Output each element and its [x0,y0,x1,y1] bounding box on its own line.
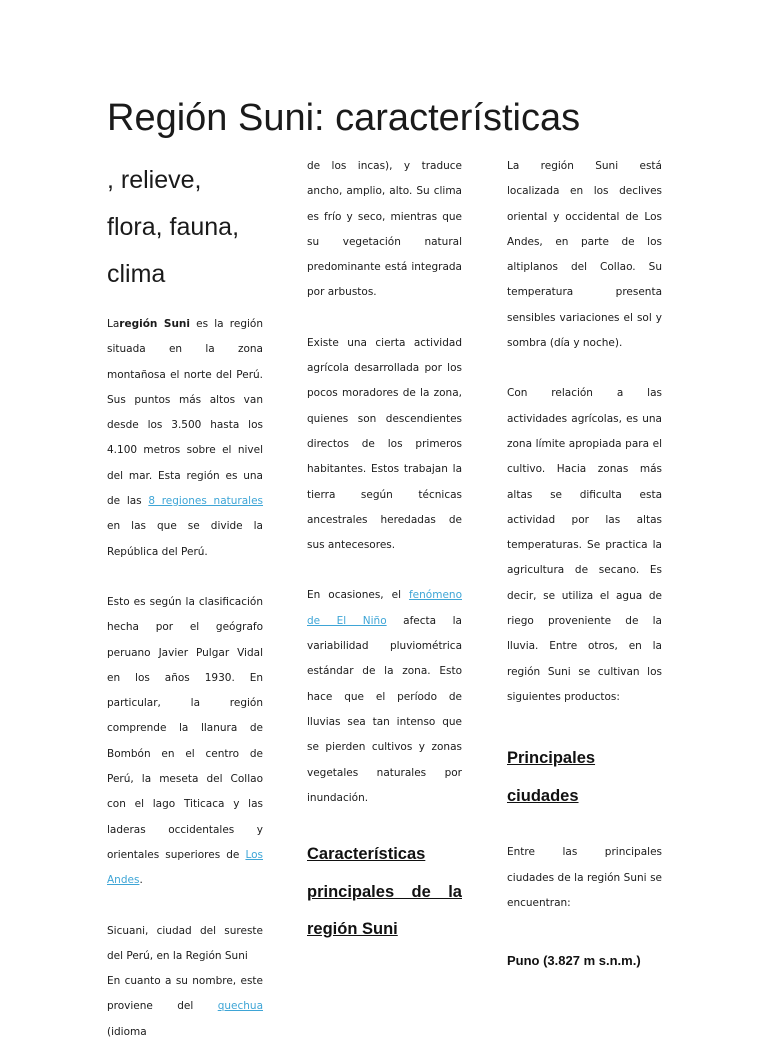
climate-paragraph: de los incas), y traduce ancho, amplio, alto. Su clima es frío y seco, mientras que su vegetación natural predominante está integrada por arbustos. [307,160,462,299]
classification-pre: Esto es según la clasificación hecha por el geógrafo peruano Javier Pulgar Vidal en los años 1930. En particular, la región comprende la llanura de Bombón en el centro de Perú, la meseta del Collao con el lago Titicaca y las laderas occidentales y orientales superiores de [107,595,263,861]
location-paragraph: La región Suni está localizada en los declives oriental y occidental de Los Andes, en parte de los altiplanos del Collao. Su temperatura presenta sensibles variaciones el sol y sombra (día y noche). [507,160,662,350]
column-2 [307,154,462,949]
fenomeno-nino-link[interactable]: fenómeno de El Niño [307,589,462,627]
cities-paragraph: Entre las principales ciudades de la región Suni se encuentran: [507,846,662,909]
classification-paragraph [107,590,263,894]
nino-post: afecta la variabilidad pluviométrica estándar de la zona. Esto hace que el período de lluvias sea tan intenso que se pierden cultivos y zonas vegetales naturales por inundación. [307,614,462,804]
los-andes-link[interactable]: Los Andes [107,848,263,887]
name-origin-paragraph [107,969,263,1045]
intro-paragraph [107,312,263,565]
classification-post: . [139,874,143,887]
crops-paragraph: Con relación a las actividades agrícolas, es una zona límite apropiada para el cultivo. Hacia zonas más altas se dificulta esta actividad por las altas temperaturas. Se practica la agricultura de secano. Es decir, se utiliza el agua de riego proveniente de la lluvia. Entre otros, en la región Suni se cultivan los siguientes productos: [507,387,662,703]
intro-bold-term: región Suni [119,318,190,330]
nino-paragraph [307,583,462,811]
puno-heading: Puno (3.827 m s.n.m.) [507,953,641,969]
image-caption: Sicuani, ciudad del sureste del Perú, en la Región Suni [107,924,263,962]
intro-pre: La [107,318,120,330]
regiones-naturales-link[interactable]: 8 regiones naturales [148,495,264,508]
nino-pre: En ocasiones, el [307,589,409,602]
page-title: Región Suni: características [107,97,581,139]
column-1 [107,154,263,1045]
name-origin-pre: En cuanto a su nombre, este proviene del [107,975,263,1013]
intro-post: en las que se divide la República del Perú. [107,520,263,558]
page-subtitle: , relieve, flora, fauna, clima [107,166,240,288]
quechua-link[interactable]: quechua [217,1000,263,1013]
characteristics-heading: Características principales de la región Suni [307,845,462,939]
column-3 [507,154,662,971]
name-origin-post: (idioma [107,1025,147,1038]
intro-mid: es la región situada en la zona montañosa el norte del Perú. Sus puntos más altos van desde los 3.500 hasta los 4.100 metros sobre el nivel del mar. Esta región es una de las [107,318,263,508]
agriculture-paragraph: Existe una cierta actividad agrícola desarrollada por los pocos moradores de la zona, quienes son descendientes directos de los primeros habitantes. Estos trabajan la tierra según técnicas ancestrales heredadas de sus antecesores. [307,336,462,552]
cities-heading: Principales ciudades [507,749,596,805]
